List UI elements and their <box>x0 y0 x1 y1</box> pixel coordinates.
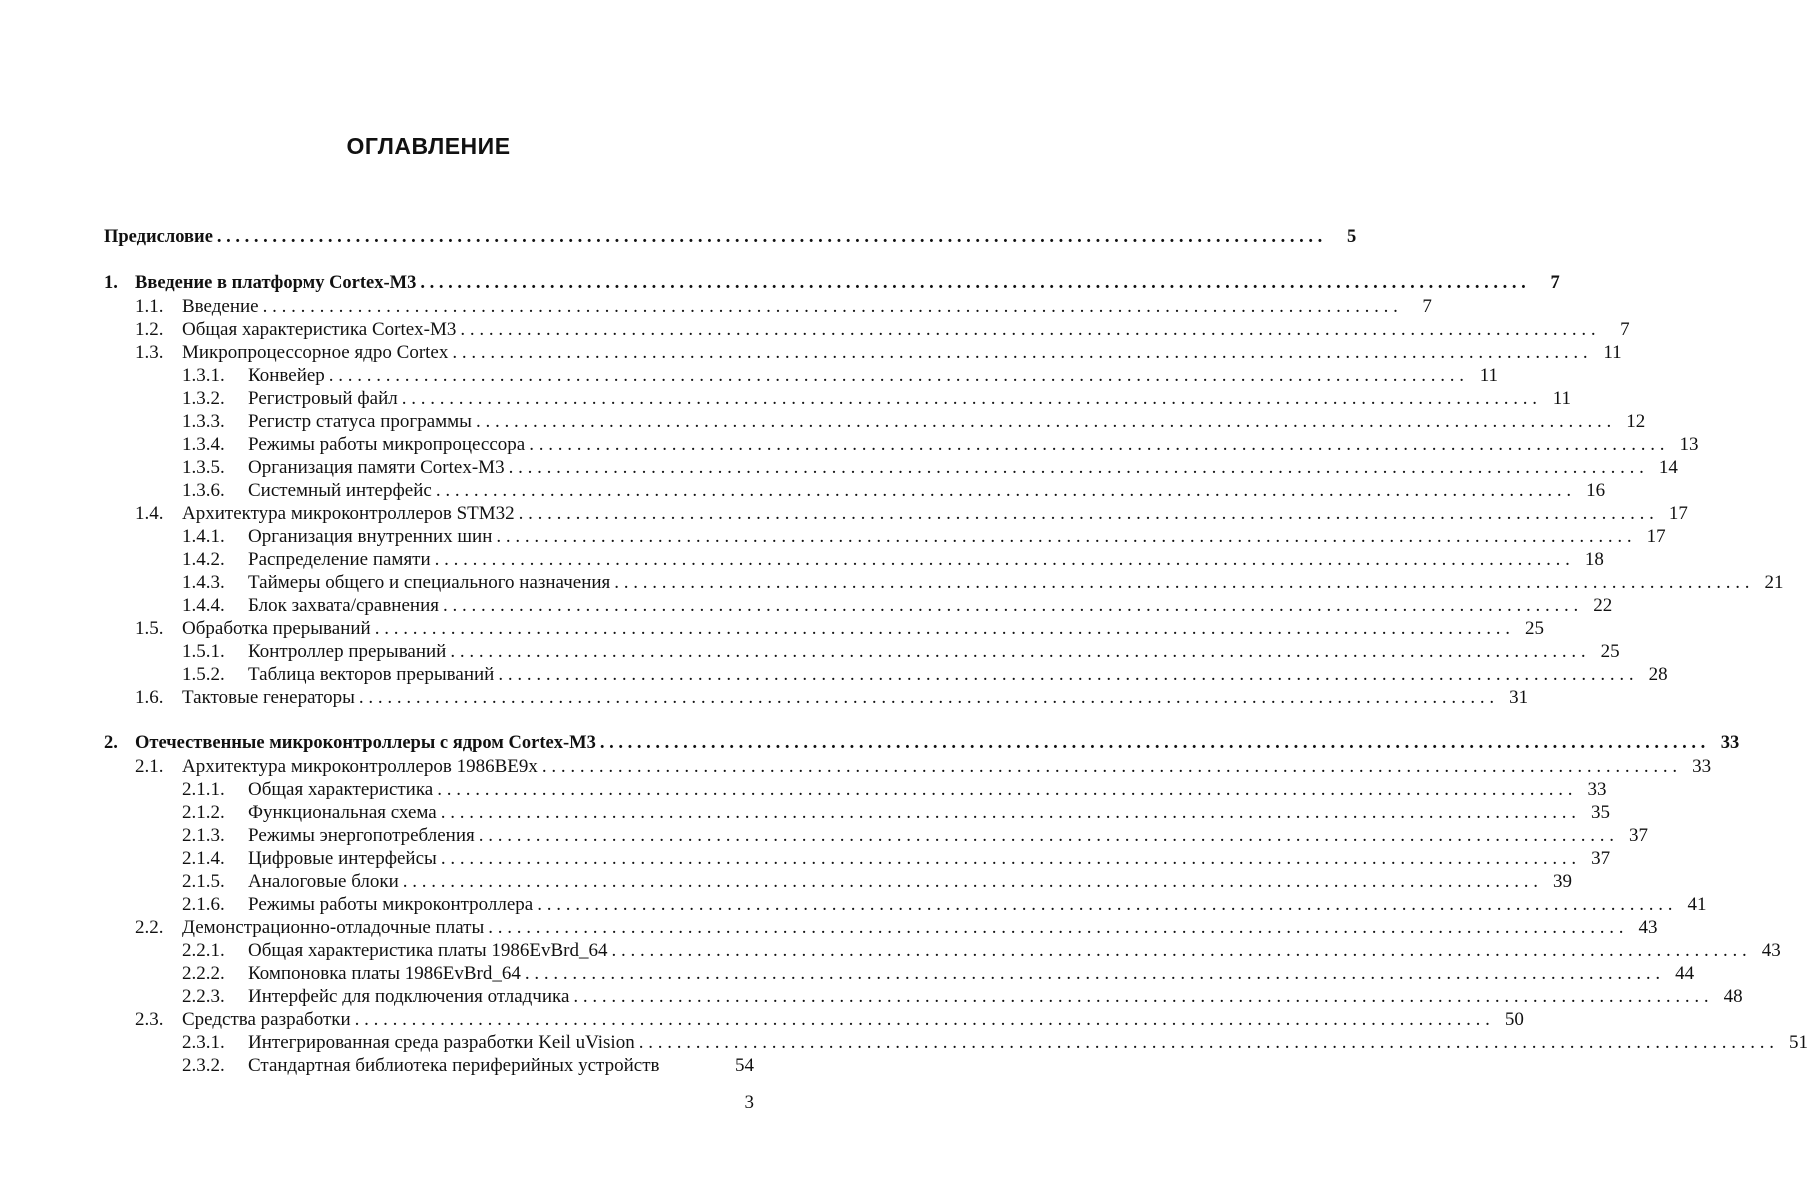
toc-entry-page: 54 <box>735 1055 754 1076</box>
toc-entry[interactable] <box>104 594 1613 617</box>
toc-entry-page: 25 <box>1600 641 1620 662</box>
toc-entry[interactable] <box>104 1008 1524 1031</box>
toc-entry-number: 1.3.4. <box>182 434 225 455</box>
toc-entry-page: 17 <box>1668 503 1688 524</box>
toc-entry-title: Регистровый файл <box>248 388 398 409</box>
toc-entry-number: 1.4. <box>135 503 164 524</box>
toc-dot-leader: . . . . . . . . . . . . . . . . . . . . . . . . . . . . . . . . . . . . . . . . . . . . . . . . . . . . . . . . . . . . . . . . . . . . . . . . . . . . . . . . . . . . . . . . . . . . . . . . . . . . . . . . . . . . . . . . . . . . . . . . <box>475 411 1612 432</box>
toc-entry-title: Организация внутренних шин <box>248 526 493 547</box>
toc-entry-number: 2.3. <box>135 1009 164 1030</box>
toc-entry-number: 1.3.1. <box>182 365 225 386</box>
toc-dot-leader: . . . . . . . . . . . . . . . . . . . . . . . . . . . . . . . . . . . . . . . . . . . . . . . . . . . . . . . . . . . . . . . . . . . . . . . . . . . . . . . . . . . . . . . . . . . . . . . . . . . . . . . . . . . . . . . . . . . . . . . . <box>262 296 1398 317</box>
toc-dot-leader: . . . . . . . . . . . . . . . . . . . . . . . . . . . . . . . . . . . . . . . . . . . . . . . . . . . . . . . . . . . . . . . . . . . . . . . . . . . . . . . . . . . . . . . . . . . . . . . . . . . . . . . . . . . . . . . . . . . . . . . . <box>599 733 1706 753</box>
toc-dot-leader: . . . . . . . . . . . . . . . . . . . . . . . . . . . . . . . . . . . . . . . . . . . . . . . . . . . . . . . . . . . . . . . . . . . . . . . . . . . . . . . . . . . . . . . . . . . . . . . . . . . . . . . . . . . . . . . . . . . . . . . . <box>450 641 1586 662</box>
toc-entry-page: 39 <box>1553 871 1573 892</box>
toc-dot-leader: . . . . . . . . . . . . . . . . . . . . . . . . . . . . . . . . . . . . . . . . . . . . . . . . . . . . . . . . . . . . . . . . . . . . . . . . . . . . . . . . . . . . . . . . . . . . . . . . . . . . . . . . . . . . . . . . . . . . . . . . <box>614 572 1750 593</box>
toc-entry-title: Режимы работы микроконтроллера <box>248 894 534 915</box>
toc-entry-title: Отечественные микроконтроллеры с ядром Cortex-M3 <box>135 733 596 753</box>
toc-entry-page: 33 <box>1720 733 1740 753</box>
toc-dot-leader: . . . . . . . . . . . . . . . . . . . . . . . . . . . . . . . . . . . . . . . . . . . . . . . . . . . . . . . . . . . . . . . . . . . . . . . . . . . . . . . . . . . . . . . . . . . . . . . . . . . . . . . . . . . . . . . . . . . . . . . . <box>496 526 1632 547</box>
toc-entry[interactable] <box>104 640 1620 663</box>
toc-entry-title: Тактовые генераторы <box>182 687 355 708</box>
toc-entry-number: 1.5. <box>135 618 164 639</box>
toc-entry-title: Системный интерфейс <box>248 480 432 501</box>
toc-entry-title: Обработка прерываний <box>182 618 371 639</box>
toc-entry-title: Введение в платформу Cortex-M3 <box>135 273 417 293</box>
toc-entry[interactable] <box>104 870 1573 893</box>
toc-dot-leader: . . . . . . . . . . . . . . . . . . . . . . . . . . . . . . . . . . . . . . . . . . . . . . . . . . . . . . . . . . . . . . . . . . . . . . . . . . . . . . . . . . . . . . . . . . . . . . . . . . . . . . . . . . . . . . . . . . . . . . . . <box>638 1032 1774 1053</box>
toc-entry-page: 14 <box>1658 457 1678 478</box>
toc-dot-leader: . . . . . . . . . . . . . . . . . . . . . . . . . . . . . . . . . . . . . . . . . . . . . . . . . . . . . . . . . . . . . . . . . . . . . . . . . . . . . . . . . . . . . . . . . . . . . . . . . . . . . . . . . . . . . . . . . . . . . . . . <box>460 319 1596 340</box>
toc-entry-number: 1.6. <box>135 687 164 708</box>
toc-entry-page: 11 <box>1603 342 1622 363</box>
toc-entry-page: 33 <box>1692 756 1712 777</box>
toc-entry-title: Микропроцессорное ядро Cortex <box>182 342 449 363</box>
toc-entry[interactable] <box>104 1054 754 1077</box>
toc-dot-leader: . . . . . . . . . . . . . . . . . . . . . . . . . . . . . . . . . . . . . . . . . . . . . . . . . . . . . . . . . . . . . . . . . . . . . . . . . . . . . . . . . . . . . . . . . . . . . . . . . . . . . . . . . . . . . . . . . . . . . . . . <box>358 687 1495 708</box>
toc-entry[interactable] <box>104 226 1357 249</box>
toc-entry[interactable] <box>104 525 1666 548</box>
toc-entry-page: 48 <box>1723 986 1743 1007</box>
toc-entry-title: Интерфейс для подключения отладчика <box>248 986 570 1007</box>
toc-dot-leader: . . . . . . . . . . . . . . . . . . . . . . . . . . . . . . . . . . . . . . . . . . . . . . . . . . . . . . . . . . . . . . . . . . . . . . . . . . . . . . . . . . . . . . . . . . . . . . . . . . . . . . . . . . . . . . . . . . . . . . . . <box>354 1009 1490 1030</box>
toc-entry-title: Введение <box>182 296 259 317</box>
toc-entry-title: Контроллер прерываний <box>248 641 447 662</box>
toc-entry-number: 2.1.3. <box>182 825 225 846</box>
toc-entry-title: Конвейер <box>248 365 325 386</box>
toc-entry[interactable] <box>104 341 1622 364</box>
toc-entry-title: Общая характеристика <box>248 779 434 800</box>
toc-dot-leader: . . . . . . . . . . . . . . . . . . . . . . . . . . . . . . . . . . . . . . . . . . . . . . . . . . . . . . . . . . . . . . . . . . . . . . . . . . . . . . . . . . . . . . . . . . . . . . . . . . . . . . . . . . . . . . . . . . . . . . . . <box>440 848 1577 869</box>
toc-entry-number: 1.3.5. <box>182 457 225 478</box>
toc-dot-leader: . . . . . . . . . . . . . . . . . . . . . . . . . . . . . . . . . . . . . . . . . . . . . . . . . . . . . . . . . . . . . . . . . . . . . . . . . . . . . . . . . . . . . . . . . . . . . . . . . . . . . . . . . . . . . . . . . . . . . . . . <box>508 457 1644 478</box>
toc-entry-number: 1.5.1. <box>182 641 225 662</box>
toc-entry-number: 1. <box>104 273 118 293</box>
toc-dot-leader: . . . . . . . . . . . . . . . . . . . . . . . . . . . . . . . . . . . . . . . . . . . . . . . . . . . . . . . . . . . . . . . . . . . . . . . . . . . . . . . . . . . . . . . . . . . . . . . . . . . . . . . . . . . . . . . . . . . . . . . . <box>374 618 1510 639</box>
toc-entry-page: 5 <box>1347 227 1357 247</box>
toc-dot-leader: . . . . . . . . . . . . . . . . . . . . . . . . . . . . . . . . . . . . . . . . . . . . . . . . . . . . . . . . . . . . . . . . . . . . . . . . . . . . . . . . . . . . . . . . . . . . . . . . . . . . . . . . . . . . . . . . . . . . . . . . <box>524 963 1661 984</box>
toc-entry-number: 2.3.2. <box>182 1055 225 1076</box>
toc-entry-number: 2.2. <box>135 917 164 938</box>
table-of-contents <box>104 226 1808 1077</box>
toc-entry-title: Таймеры общего и специального назначения <box>248 572 611 593</box>
toc-entry-number: 1.3.3. <box>182 411 225 432</box>
toc-entry-title: Средства разработки <box>182 1009 351 1030</box>
toc-entry-number: 2. <box>104 733 118 753</box>
toc-entry-page: 7 <box>1550 273 1560 293</box>
toc-dot-leader: . . . . . . . . . . . . . . . . . . . . . . . . . . . . . . . . . . . . . . . . . . . . . . . . . . . . . . . . . . . . . . . . . . . . . . . . . . . . . . . . . . . . . . . . . . . . . . . . . . . . . . . . . . . . . . . . . . . . . . . . <box>452 342 1588 363</box>
toc-entry-title: Аналоговые блоки <box>248 871 399 892</box>
toc-entry-page: 37 <box>1628 825 1648 846</box>
toc-entry[interactable] <box>104 847 1611 870</box>
toc-entry-title: Демонстрационно-отладочные платы <box>182 917 485 938</box>
toc-entry-title: Компоновка платы 1986EvBrd_64 <box>248 963 521 984</box>
toc-dot-leader: . . . . . . . . . . . . . . . . . . . . . . . . . . . . . . . . . . . . . . . . . . . . . . . . . . . . . . . . . . . . . . . . . . . . . . . . . . . . . . . . . . . . . . . . . . . . . . . . . . . . . . . . . . . . . . . . . . . . . . . . <box>518 503 1654 524</box>
toc-entry-number: 2.1.6. <box>182 894 225 915</box>
toc-entry-title: Режимы энергопотребления <box>248 825 475 846</box>
toc-dot-leader: . . . . . . . . . . . . . . . . . . . . . . . . . . . . . . . . . . . . . . . . . . . . . . . . . . . . . . . . . . . . . . . . . . . . . . . . . . . . . . . . . . . . . . . . . . . . . . . . . . . . . . . . . . . . . . . . . . . . . . . . <box>488 917 1624 938</box>
toc-entry[interactable] <box>104 778 1607 801</box>
toc-entry-number: 1.3.2. <box>182 388 225 409</box>
toc-entry-title: Общая характеристика Cortex-M3 <box>182 319 457 340</box>
toc-dot-leader: . . . . . . . . . . . . . . . . . . . . . . . . . . . . . . . . . . . . . . . . . . . . . . . . . . . . . . . . . . . . . . . . . . . . . . . . . . . . . . . . . . . . . . . . . . . . . . . . . . . . . . . . . . . . . . . . . . . . . . . . <box>328 365 1465 386</box>
toc-entry-number: 2.2.3. <box>182 986 225 1007</box>
toc-dot-leader: . . . . . . . . . . . . . . . . . . . . . . . . . . . . . . . . . . . . . . . . . . . . . . . . . . . . . . . . . . . . . . . . . . . . . . . . . . . . . . . . . . . . . . . . . . . . . . . . . . . . . . . . . . . . . . . . . . . . . . . . <box>541 756 1678 777</box>
toc-entry[interactable] <box>104 893 1707 916</box>
toc-entry-title: Таблица векторов прерываний <box>248 664 495 685</box>
toc-entry-number: 1.3. <box>135 342 164 363</box>
toc-entry-number: 2.1.2. <box>182 802 225 823</box>
toc-dot-leader: . . . . . . . . . . . . . . . . . . . . . . . . . . . . . . . . . . . . . . . . . . . . . . . . . . . . . . . . . . . . . . . . . . . . . . . . . . . . . . . . . . . . . . . . . . . . . . . . . . . . . . . . . . . . . . . . . . . . . . . . <box>420 273 1526 293</box>
toc-entry-page: 18 <box>1584 549 1604 570</box>
page-number: 3 <box>744 1092 754 1113</box>
toc-entry[interactable] <box>104 410 1646 433</box>
toc-entry-page: 21 <box>1764 572 1784 593</box>
toc-dot-leader: . . . . . . . . . . . . . . . . . . . . . . . . . . . . . . . . . . . . . . . . . . . . . . . . . . . . . . . . . . . . . . . . . . . . . . . . . . . . . . . . . . . . . . . . . . . . . . . . . . . . . . . . . . . . . . . . . . . . . . . . <box>478 825 1614 846</box>
toc-entry-page: 12 <box>1626 411 1646 432</box>
toc-entry-page: 31 <box>1509 687 1529 708</box>
toc-entry-number: 2.1. <box>135 756 164 777</box>
toc-entry[interactable] <box>104 962 1695 985</box>
toc-entry-number: 1.4.4. <box>182 595 225 616</box>
toc-entry-page: 41 <box>1687 894 1707 915</box>
toc-entry[interactable] <box>104 433 1699 456</box>
toc-dot-leader: . . . . . . . . . . . . . . . . . . . . . . . . . . . . . . . . . . . . . . . . . . . . . . . . . . . . . . . . . . . . . . . . . . . . . . . . . . . . . . . . . . . . . . . . . . . . . . . . . . . . . . . . . . . . . . . . . . . . . . . . <box>440 802 1576 823</box>
toc-dot-leader: . . . . . . . . . . . . . . . . . . . . . . . . . . . . . . . . . . . . . . . . . . . . . . . . . . . . . . . . . . . . . . . . . . . . . . . . . . . . . . . . . . . . . . . . . . . . . . . . . . . . . . . . . . . . . . . . . . . . . . . . <box>611 940 1747 961</box>
toc-entry-page: 13 <box>1679 434 1699 455</box>
toc-entry-number: 2.2.1. <box>182 940 225 961</box>
toc-entry-number: 2.1.1. <box>182 779 225 800</box>
toc-entry[interactable] <box>104 686 1529 709</box>
toc-dot-leader: . . . . . . . . . . . . . . . . . . . . . . . . . . . . . . . . . . . . . . . . . . . . . . . . . . . . . . . . . . . . . . . . . . . . . . . . . . . . . . . . . . . . . . . . . . . . . . . . . . . . . . . . . . . . . . . . . . . . . . . . <box>529 434 1665 455</box>
toc-entry-page: 7 <box>1620 319 1630 340</box>
page-title: ОГЛАВЛЕНИЕ <box>346 133 511 159</box>
toc-entry-page: 7 <box>1422 296 1432 317</box>
toc-dot-leader: . . . . . . . . . . . . . . . . . . . . . . . . . . . . . . . . . . . . . . . . . . . . . . . . . . . . . . . . . . . . . . . . . . . . . . . . . . . . . . . . . . . . . . . . . . . . . . . . . . . . . . . . . . . . . . . . . . . . . . . . <box>437 779 1573 800</box>
toc-entry[interactable] <box>104 387 1571 410</box>
toc-entry-title: Стандартная библиотека периферийных устройств <box>248 1055 660 1076</box>
toc-entry-title: Интегрированная среда разработки Keil uVision <box>248 1032 635 1053</box>
toc-dot-leader: . . . . . . . . . . . . . . . . . . . . . . . . . . . . . . . . . . . . . . . . . . . . . . . . . . . . . . . . . . . . . . . . . . . . . . . . . . . . . . . . . . . . . . . . . . . . . . . . . . . . . . . . . . . . . . . . . . . . . . . . <box>434 549 1570 570</box>
toc-entry-title: Блок захвата/сравнения <box>248 595 439 616</box>
toc-entry[interactable] <box>104 801 1610 824</box>
toc-entry-page: 44 <box>1675 963 1695 984</box>
toc-entry-page: 25 <box>1524 618 1544 639</box>
toc-entry-title: Режимы работы микропроцессора <box>248 434 526 455</box>
toc-entry-page: 43 <box>1638 917 1658 938</box>
toc-entry[interactable] <box>104 364 1499 387</box>
toc-entry-title: Организация памяти Cortex-M3 <box>248 457 505 478</box>
toc-entry[interactable] <box>104 663 1668 686</box>
toc-entry-number: 1.4.1. <box>182 526 225 547</box>
toc-entry-page: 11 <box>1479 365 1499 386</box>
toc-entry[interactable] <box>104 939 1781 962</box>
toc-entry-page: 51 <box>1788 1032 1808 1053</box>
toc-entry-page: 37 <box>1591 848 1611 869</box>
toc-entry-number: 1.2. <box>135 319 164 340</box>
toc-dot-leader: . . . . . . . . . . . . . . . . . . . . . . . . . . . . . . . . . . . . . . . . . . . . . . . . . . . . . . . . . . . . . . . . . . . . . . . . . . . . . . . . . . . . . . . . . . . . . . . . . . . . . . . . . . . . . . . . . . . . . . . . <box>435 480 1572 501</box>
toc-entry[interactable] <box>104 456 1678 479</box>
toc-dot-leader: . . . . . . . . . . . . . . . . . . . . . . . . . . . . . . . . . . . . . . . . . . . . . . . . . . . . . . . . . . . . . . . . . . . . . . . . . . . . . . . . . . . . . . . . . . . . . . . . . . . . . . . . . . . . . . . . . . . . . . . . <box>537 894 1673 915</box>
toc-entry[interactable] <box>104 272 1560 295</box>
toc-entry[interactable] <box>104 502 1688 525</box>
toc-dot-leader: . . . . . . . . . . . . . . . . . . . . . . . . . . . . . . . . . . . . . . . . . . . . . . . . . . . . . . . . . . . . . . . . . . . . . . . . . . . . . . . . . . . . . . . . . . . . . . . . . . . . . . . . . . . . . . . . . . . . . . . . <box>402 871 1539 892</box>
toc-gap <box>104 249 754 272</box>
toc-entry[interactable] <box>104 318 1630 341</box>
toc-entry-title: Архитектура микроконтроллеров 1986ВЕ9х <box>182 756 538 777</box>
toc-entry[interactable] <box>104 755 1712 778</box>
toc-entry-title: Регистр статуса программы <box>248 411 472 432</box>
toc-entry[interactable] <box>104 548 1604 571</box>
toc-entry[interactable] <box>104 1031 1808 1054</box>
toc-entry-number: 1.5.2. <box>182 664 225 685</box>
toc-dot-leader: . . . . . . . . . . . . . . . . . . . . . . . . . . . . . . . . . . . . . . . . . . . . . . . . . . . . . . . . . . . . . . . . . . . . . . . . . . . . . . . . . . . . . . . . . . . . . . . . . . . . . . . . . . . . . . . . . . . . . . . . <box>401 388 1537 409</box>
toc-entry[interactable] <box>104 295 1432 318</box>
toc-entry-page: 28 <box>1648 664 1668 685</box>
toc-entry-number: 2.1.4. <box>182 848 225 869</box>
toc-entry-page: 35 <box>1590 802 1610 823</box>
toc-entry-number: 1.4.2. <box>182 549 225 570</box>
toc-entry-number: 2.2.2. <box>182 963 225 984</box>
toc-entry-page: 43 <box>1761 940 1781 961</box>
toc-entry-page: 33 <box>1587 779 1607 800</box>
toc-entry-title: Распределение памяти <box>248 549 431 570</box>
toc-entry-title: Функциональная схема <box>248 802 437 823</box>
toc-entry[interactable] <box>104 985 1743 1008</box>
toc-entry[interactable] <box>104 617 1544 640</box>
toc-dot-leader: . . . . . . . . . . . . . . . . . . . . . . . . . . . . . . . . . . . . . . . . . . . . . . . . . . . . . . . . . . . . . . . . . . . . . . . . . . . . . . . . . . . . . . . . . . . . . . . . . . . . . . . . . . . . . . . . . . . . . . . . <box>216 227 1323 247</box>
toc-dot-leader: . . . . . . . . . . . . . . . . . . . . . . . . . . . . . . . . . . . . . . . . . . . . . . . . . . . . . . . . . . . . . . . . . . . . . . . . . . . . . . . . . . . . . . . . . . . . . . . . . . . . . . . . . . . . . . . . . . . . . . . . <box>442 595 1579 616</box>
toc-entry-page: 11 <box>1552 388 1571 409</box>
toc-dot-leader: . . . . . . . . . . . . . . . . . . . . . . . . . . . . . . . . . . . . . . . . . . . . . . . . . . . . . . . . . . . . . . . . . . . . . . . . . . . . . . . . . . . . . . . . . . . . . . . . . . . . . . . . . . . . . . . . . . . . . . . . <box>498 664 1634 685</box>
toc-entry[interactable] <box>104 824 1648 847</box>
toc-entry-page: 17 <box>1646 526 1666 547</box>
toc-entry-title: Предисловие <box>104 227 213 247</box>
toc-entry-title: Общая характеристика платы 1986EvBrd_64 <box>248 940 608 961</box>
toc-entry[interactable] <box>104 916 1658 939</box>
toc-entry-number: 1.4.3. <box>182 572 225 593</box>
toc-entry-page: 50 <box>1504 1009 1524 1030</box>
toc-entry[interactable] <box>104 479 1606 502</box>
toc-entry-number: 2.3.1. <box>182 1032 225 1053</box>
toc-entry-title: Цифровые интерфейсы <box>248 848 437 869</box>
toc-entry-title: Архитектура микроконтроллеров STM32 <box>182 503 515 524</box>
toc-entry[interactable] <box>104 732 1740 755</box>
toc-entry-number: 1.1. <box>135 296 164 317</box>
toc-entry-number: 1.3.6. <box>182 480 225 501</box>
toc-entry-page: 22 <box>1593 595 1613 616</box>
toc-entry[interactable] <box>104 571 1784 594</box>
toc-entry-number: 2.1.5. <box>182 871 225 892</box>
toc-gap <box>104 709 754 732</box>
toc-dot-leader: . . . . . . . . . . . . . . . . . . . . . . . . . . . . . . . . . . . . . . . . . . . . . . . . . . . . . . . . . . . . . . . . . . . . . . . . . . . . . . . . . . . . . . . . . . . . . . . . . . . . . . . . . . . . . . . . . . . . . . . . <box>573 986 1709 1007</box>
toc-entry-page: 16 <box>1586 480 1606 501</box>
